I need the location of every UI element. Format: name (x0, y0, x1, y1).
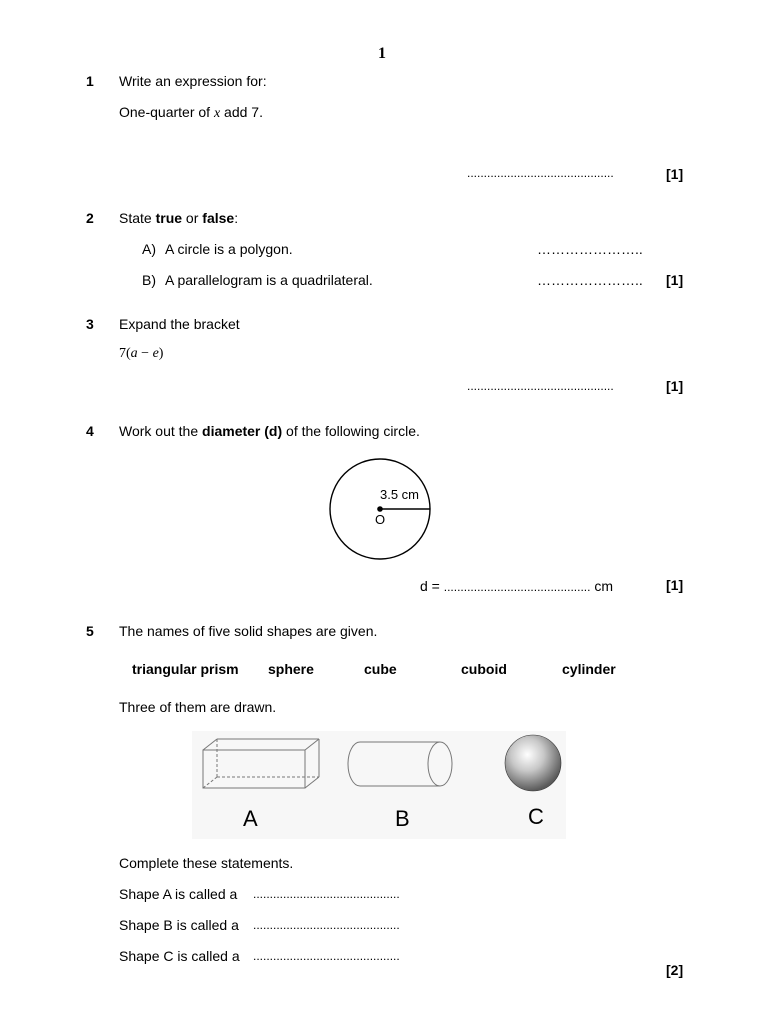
question-5-subprompt: Three of them are drawn. (119, 699, 277, 715)
question-3-expr-a: a (130, 346, 138, 361)
question-2a-text: A circle is a polygon. (165, 241, 293, 257)
shape-name-cube: cube (364, 661, 397, 677)
circle-diagram (328, 458, 434, 560)
question-5-mark: [2] (666, 962, 684, 978)
question-2b-text: A parallelogram is a quadrilateral. (165, 272, 373, 288)
question-3-mark: [1] (666, 378, 684, 394)
question-1-answer-line[interactable]: ............................................ (467, 166, 614, 180)
question-2-false: false (202, 210, 235, 226)
shape-label-a: A (243, 806, 258, 831)
question-4-number: 4 (86, 423, 94, 439)
page-number: 1 (378, 45, 386, 62)
cylinder-drawing (348, 742, 452, 786)
question-5-instruction: Complete these statements. (119, 855, 294, 871)
question-4-bold: diameter (d) (202, 423, 283, 439)
question-4-answer-prefix: d = (420, 578, 444, 594)
question-2-colon: : (234, 210, 239, 226)
question-5-number: 5 (86, 623, 94, 639)
shape-a-answer-line[interactable]: ............................................ (253, 887, 400, 901)
shape-label-c: C (528, 804, 544, 829)
question-3-expr-coefficient: 7( (119, 346, 131, 361)
shape-label-b: B (395, 806, 410, 831)
shape-name-cylinder: cylinder (562, 661, 616, 677)
question-4-answer-line[interactable]: ............................................ (443, 580, 591, 594)
question-2-or: or (182, 210, 203, 226)
question-3-answer-line[interactable]: ............................................ (467, 379, 614, 393)
question-1-mark: [1] (666, 166, 684, 182)
question-2-pre: State (119, 210, 156, 226)
question-4-pre: Work out the (119, 423, 203, 439)
question-1-number: 1 (86, 73, 94, 89)
question-2a-label: A) (142, 241, 156, 257)
shape-name-sphere: sphere (268, 661, 314, 677)
sphere-drawing (505, 735, 561, 791)
question-3-number: 3 (86, 316, 94, 332)
question-4-post: of the following circle. (282, 423, 420, 439)
question-1-variable: x (213, 106, 221, 121)
question-1-text-post: add 7. (220, 104, 263, 120)
question-2b-label: B) (142, 272, 156, 288)
question-5-prompt: The names of five solid shapes are given. (119, 623, 378, 639)
shapes-figure (192, 731, 566, 839)
question-3-expr-close: ) (158, 346, 164, 361)
shape-a-statement: Shape A is called a (119, 886, 238, 902)
shape-c-statement: Shape C is called a (119, 948, 240, 964)
question-3-expr-minus: − (137, 346, 153, 361)
center-label: O (375, 512, 386, 527)
shape-name-cuboid: cuboid (461, 661, 507, 677)
question-4-answer (420, 578, 613, 594)
cuboid-drawing (203, 739, 319, 788)
question-2-true: true (155, 210, 183, 226)
question-4-answer-unit: cm (590, 578, 614, 594)
shape-b-answer-line[interactable]: ............................................ (253, 918, 400, 932)
question-4-mark: [1] (666, 577, 684, 593)
question-1-text (119, 104, 263, 122)
shape-b-statement: Shape B is called a (119, 917, 239, 933)
question-1-prompt: Write an expression for: (119, 73, 267, 89)
radius-label: 3.5 cm (380, 487, 420, 502)
question-2-mark: [1] (666, 272, 684, 288)
shape-c-answer-line[interactable]: ............................................ (253, 949, 400, 963)
question-2a-answer-line[interactable]: ………………….. (537, 241, 643, 257)
center-point (377, 506, 383, 512)
question-4-prompt (119, 423, 420, 439)
question-3-prompt: Expand the bracket (119, 316, 240, 332)
question-3-expr-e: e (152, 346, 159, 361)
question-2b-answer-line[interactable]: ………………….. (537, 272, 643, 288)
question-2-number: 2 (86, 210, 94, 226)
question-3-expression (119, 346, 163, 362)
shape-name-triangular-prism: triangular prism (132, 661, 239, 677)
question-2-prompt (119, 210, 238, 226)
question-1-text-pre: One-quarter of (119, 104, 214, 120)
